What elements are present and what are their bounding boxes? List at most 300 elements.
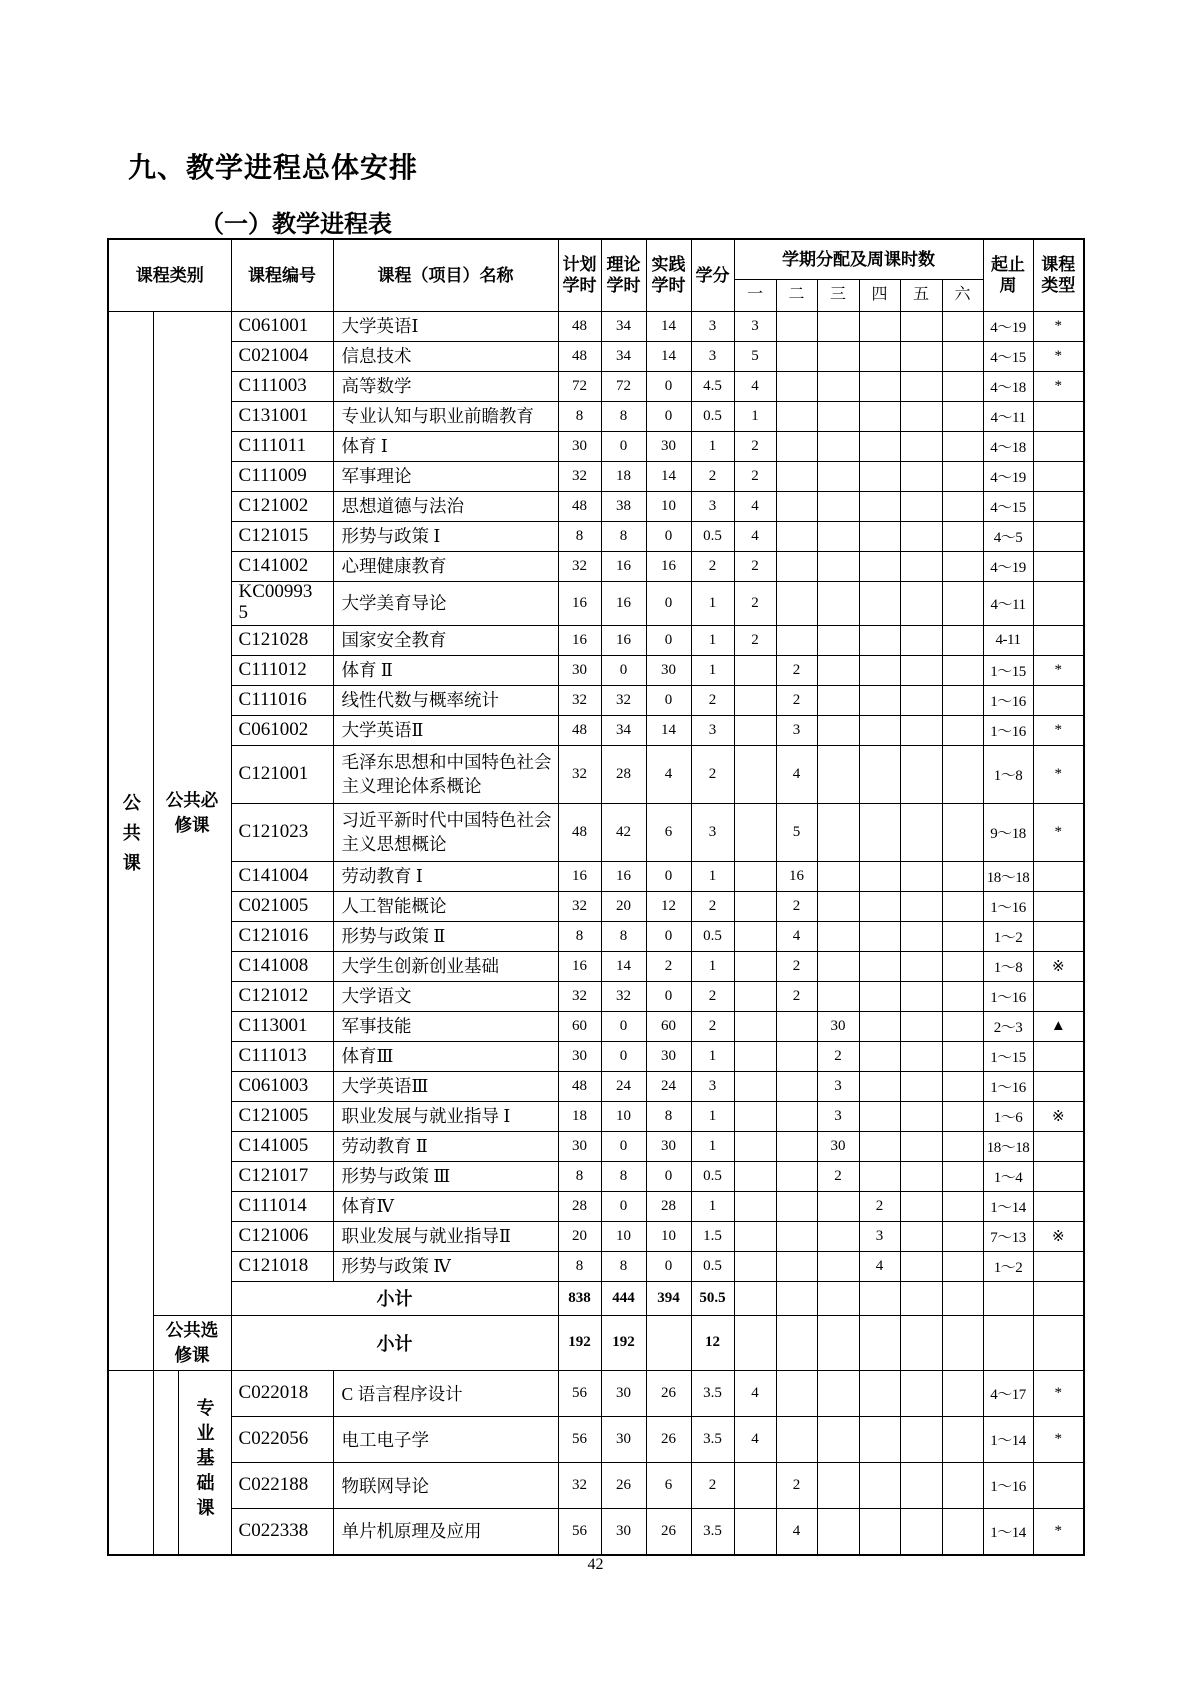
course-name: 形势与政策 Ⅲ — [333, 1161, 558, 1191]
course-name: 劳动教育 Ⅱ — [333, 1131, 558, 1161]
weeks-range: 4～11 — [983, 581, 1033, 625]
course-name: 毛泽东思想和中国特色社会主义理论体系概论 — [333, 745, 558, 803]
semester-3-hours — [817, 311, 859, 341]
course-name: 高等数学 — [333, 371, 558, 401]
semester-6-hours — [942, 1131, 983, 1161]
semester-3-hours — [817, 861, 859, 891]
semester-2-hours — [776, 431, 817, 461]
semester-6-hours — [942, 625, 983, 655]
theory-hours: 38 — [601, 491, 646, 521]
semester-4-hours — [859, 1071, 900, 1101]
course-type — [1033, 491, 1084, 521]
course-row — [108, 1041, 1084, 1071]
semester-3-hours — [817, 431, 859, 461]
semester-4-hours — [859, 401, 900, 431]
weeks-range: 1～4 — [983, 1161, 1033, 1191]
course-type: * — [1033, 1509, 1084, 1555]
semester-3-hours — [817, 371, 859, 401]
semester-3-hours — [817, 1463, 859, 1509]
credits: 1.5 — [691, 1221, 734, 1251]
practice-hours: 26 — [646, 1417, 691, 1463]
practice-hours: 4 — [646, 745, 691, 803]
semester-6-hours — [942, 581, 983, 625]
course-code: C121016 — [231, 921, 333, 951]
semester-3-hours — [817, 1371, 859, 1417]
course-name: 体育Ⅳ — [333, 1191, 558, 1221]
course-type: * — [1033, 1371, 1084, 1417]
course-code: C022338 — [231, 1509, 333, 1555]
semester-2-hours — [776, 1371, 817, 1417]
planned-hours: 16 — [558, 861, 601, 891]
credits: 3.5 — [691, 1417, 734, 1463]
semester-6-hours — [942, 1371, 983, 1417]
semester-4-hours — [859, 461, 900, 491]
course-code: C022056 — [231, 1417, 333, 1463]
semester-2-hours — [776, 1221, 817, 1251]
credits: 1 — [691, 1101, 734, 1131]
course-name: 军事理论 — [333, 461, 558, 491]
course-name: 国家安全教育 — [333, 625, 558, 655]
semester-4-hours — [859, 311, 900, 341]
course-name: 人工智能概论 — [333, 891, 558, 921]
course-row — [108, 1191, 1084, 1221]
planned-hours: 20 — [558, 1221, 601, 1251]
course-code: C061002 — [231, 715, 333, 745]
semester-6-hours — [942, 655, 983, 685]
semester-3-hours — [817, 951, 859, 981]
theory-hours: 18 — [601, 461, 646, 491]
semester-6-hours — [942, 341, 983, 371]
weeks-range: 2～3 — [983, 1011, 1033, 1041]
semester-4-hours — [859, 1417, 900, 1463]
section-title: 九、教学进程总体安排 — [128, 152, 419, 183]
course-type — [1033, 1191, 1084, 1221]
credits: 1 — [691, 861, 734, 891]
practice-hours: 30 — [646, 1041, 691, 1071]
semester-3-hours — [817, 655, 859, 685]
practice-hours: 10 — [646, 1221, 691, 1251]
semester-5-hours — [900, 685, 942, 715]
planned-hours: 8 — [558, 1251, 601, 1281]
semester-3-hours — [817, 521, 859, 551]
header-practice-hours: 实践学时 — [646, 239, 691, 311]
course-row — [108, 461, 1084, 491]
theory-hours: 24 — [601, 1071, 646, 1101]
course-row — [108, 551, 1084, 581]
credits: 3 — [691, 311, 734, 341]
course-row — [108, 1251, 1084, 1281]
course-type — [1033, 1463, 1084, 1509]
planned-hours: 16 — [558, 581, 601, 625]
theory-hours: 16 — [601, 581, 646, 625]
semester-1-hours: 2 — [734, 431, 776, 461]
header-semester-1: 一 — [734, 279, 776, 311]
semester-5-hours — [900, 981, 942, 1011]
course-code: C121015 — [231, 521, 333, 551]
header-semester-group: 学期分配及周课时数 — [734, 239, 983, 279]
semester-6-hours — [942, 951, 983, 981]
weeks-range: 1～15 — [983, 655, 1033, 685]
weeks-range: 1～8 — [983, 745, 1033, 803]
course-type — [1033, 685, 1084, 715]
course-code: C141004 — [231, 861, 333, 891]
practice-hours: 60 — [646, 1011, 691, 1041]
semester-4-hours: 3 — [859, 1221, 900, 1251]
course-row — [108, 401, 1084, 431]
semester-4-hours — [859, 1131, 900, 1161]
practice-hours: 0 — [646, 371, 691, 401]
theory-hours: 16 — [601, 551, 646, 581]
planned-hours: 8 — [558, 1161, 601, 1191]
practice-hours: 12 — [646, 891, 691, 921]
planned-hours: 48 — [558, 803, 601, 861]
major-basic-section — [108, 1371, 1084, 1555]
course-code: C141002 — [231, 551, 333, 581]
course-type: * — [1033, 311, 1084, 341]
semester-3-hours: 3 — [817, 1071, 859, 1101]
course-row — [108, 491, 1084, 521]
theory-hours: 20 — [601, 891, 646, 921]
course-row — [108, 311, 1084, 341]
semester-6-hours — [942, 1417, 983, 1463]
semester-2-hours: 2 — [776, 1463, 817, 1509]
planned-hours: 32 — [558, 551, 601, 581]
credits: 2 — [691, 461, 734, 491]
course-type — [1033, 461, 1084, 491]
course-row — [108, 1071, 1084, 1101]
semester-3-hours — [817, 341, 859, 371]
semester-6-hours — [942, 1509, 983, 1555]
semester-1-hours — [734, 1161, 776, 1191]
semester-3-hours — [817, 803, 859, 861]
semester-6-hours — [942, 551, 983, 581]
semester-5-hours — [900, 745, 942, 803]
planned-hours: 56 — [558, 1509, 601, 1555]
semester-4-hours — [859, 655, 900, 685]
semester-1-hours — [734, 685, 776, 715]
semester-2-hours — [776, 461, 817, 491]
semester-2-hours — [776, 311, 817, 341]
course-row — [108, 1221, 1084, 1251]
credits: 4.5 — [691, 371, 734, 401]
header-course-code: 课程编号 — [231, 239, 333, 311]
practice-hours: 0 — [646, 401, 691, 431]
semester-1-hours — [734, 745, 776, 803]
semester-3-hours — [817, 625, 859, 655]
semester-2-hours — [776, 1011, 817, 1041]
semester-5-hours — [900, 803, 942, 861]
semester-3-hours — [817, 685, 859, 715]
course-type: * — [1033, 341, 1084, 371]
credits: 3 — [691, 491, 734, 521]
semester-1-hours: 3 — [734, 311, 776, 341]
course-type: ※ — [1033, 1221, 1084, 1251]
credits: 3.5 — [691, 1509, 734, 1555]
semester-4-hours — [859, 803, 900, 861]
semester-4-hours — [859, 891, 900, 921]
semester-6-hours — [942, 521, 983, 551]
weeks-range: 1～16 — [983, 981, 1033, 1011]
planned-hours: 32 — [558, 1463, 601, 1509]
semester-1-hours — [734, 1221, 776, 1251]
semester-5-hours — [900, 1041, 942, 1071]
practice-hours: 26 — [646, 1509, 691, 1555]
semester-4-hours — [859, 521, 900, 551]
course-name: 信息技术 — [333, 341, 558, 371]
theory-hours: 30 — [601, 1509, 646, 1555]
semester-5-hours — [900, 861, 942, 891]
credits: 1 — [691, 625, 734, 655]
practice-hours: 14 — [646, 311, 691, 341]
course-code: C141005 — [231, 1131, 333, 1161]
credits: 0.5 — [691, 1161, 734, 1191]
planned-hours: 48 — [558, 1071, 601, 1101]
semester-1-hours: 2 — [734, 461, 776, 491]
header-theory-hours: 理论学时 — [601, 239, 646, 311]
course-code: C121002 — [231, 491, 333, 521]
practice-hours: 14 — [646, 341, 691, 371]
semester-2-hours: 2 — [776, 891, 817, 921]
course-type — [1033, 981, 1084, 1011]
semester-3-hours — [817, 1417, 859, 1463]
semester-2-hours — [776, 341, 817, 371]
semester-1-hours: 1 — [734, 401, 776, 431]
planned-hours: 72 — [558, 371, 601, 401]
course-name: 单片机原理及应用 — [333, 1509, 558, 1555]
semester-1-hours — [734, 861, 776, 891]
semester-6-hours — [942, 461, 983, 491]
semester-6-hours — [942, 1463, 983, 1509]
weeks-range: 1～2 — [983, 921, 1033, 951]
semester-1-hours: 2 — [734, 581, 776, 625]
planned-hours: 16 — [558, 625, 601, 655]
course-type — [1033, 625, 1084, 655]
credits: 3 — [691, 715, 734, 745]
practice-hours: 30 — [646, 1131, 691, 1161]
course-name: 体育 Ⅰ — [333, 431, 558, 461]
theory-hours: 0 — [601, 1191, 646, 1221]
weeks-range: 1～14 — [983, 1417, 1033, 1463]
semester-4-hours — [859, 715, 900, 745]
semester-2-hours: 4 — [776, 921, 817, 951]
semester-6-hours — [942, 921, 983, 951]
course-code: C121006 — [231, 1221, 333, 1251]
semester-2-hours — [776, 491, 817, 521]
category-public: 公共课 — [108, 311, 153, 1371]
course-code: C111014 — [231, 1191, 333, 1221]
planned-hours: 30 — [558, 655, 601, 685]
header-credits: 学分 — [691, 239, 734, 311]
course-type: * — [1033, 745, 1084, 803]
course-code: C141008 — [231, 951, 333, 981]
semester-3-hours — [817, 1509, 859, 1555]
semester-1-hours: 4 — [734, 1417, 776, 1463]
practice-hours: 26 — [646, 1371, 691, 1417]
credits: 3 — [691, 803, 734, 861]
practice-hours: 14 — [646, 461, 691, 491]
course-name: 大学英语Ⅲ — [333, 1071, 558, 1101]
semester-4-hours — [859, 625, 900, 655]
course-name: 电工电子学 — [333, 1417, 558, 1463]
semester-5-hours — [900, 1011, 942, 1041]
semester-3-hours — [817, 1221, 859, 1251]
semester-5-hours — [900, 371, 942, 401]
semester-3-hours: 3 — [817, 1101, 859, 1131]
course-code: KC009935 — [231, 581, 333, 625]
theory-hours: 0 — [601, 1011, 646, 1041]
planned-hours: 8 — [558, 401, 601, 431]
practice-hours: 14 — [646, 715, 691, 745]
weeks-range: 1～8 — [983, 951, 1033, 981]
category-public-elective: 公共选修课 — [153, 1315, 231, 1371]
semester-2-hours: 2 — [776, 655, 817, 685]
course-name: 心理健康教育 — [333, 551, 558, 581]
weeks-range: 1～6 — [983, 1101, 1033, 1131]
semester-5-hours — [900, 1191, 942, 1221]
semester-1-hours: 5 — [734, 341, 776, 371]
course-type — [1033, 921, 1084, 951]
semester-2-hours — [776, 625, 817, 655]
semester-1-hours: 4 — [734, 371, 776, 401]
theory-hours: 42 — [601, 803, 646, 861]
semester-4-hours — [859, 551, 900, 581]
semester-5-hours — [900, 401, 942, 431]
credits: 2 — [691, 891, 734, 921]
course-type — [1033, 1071, 1084, 1101]
semester-5-hours — [900, 1221, 942, 1251]
weeks-range: 1～14 — [983, 1509, 1033, 1555]
course-name: 职业发展与就业指导Ⅱ — [333, 1221, 558, 1251]
semester-5-hours — [900, 625, 942, 655]
semester-4-hours — [859, 1509, 900, 1555]
semester-1-hours: 2 — [734, 551, 776, 581]
semester-2-hours — [776, 1251, 817, 1281]
semester-4-hours — [859, 341, 900, 371]
semester-1-hours — [734, 1101, 776, 1131]
planned-hours: 16 — [558, 951, 601, 981]
practice-hours: 2 — [646, 951, 691, 981]
theory-hours: 0 — [601, 1041, 646, 1071]
semester-6-hours — [942, 1161, 983, 1191]
semester-4-hours — [859, 745, 900, 803]
weeks-range: 18～18 — [983, 1131, 1033, 1161]
semester-2-hours: 4 — [776, 745, 817, 803]
planned-hours: 32 — [558, 745, 601, 803]
semester-3-hours — [817, 551, 859, 581]
theory-hours: 10 — [601, 1101, 646, 1131]
weeks-range: 1～16 — [983, 1071, 1033, 1101]
semester-6-hours — [942, 891, 983, 921]
semester-1-hours — [734, 981, 776, 1011]
course-type — [1033, 1161, 1084, 1191]
theory-hours: 34 — [601, 715, 646, 745]
semester-3-hours — [817, 745, 859, 803]
table-header — [108, 239, 1084, 311]
semester-1-hours: 4 — [734, 491, 776, 521]
semester-4-hours — [859, 1101, 900, 1131]
semester-5-hours — [900, 581, 942, 625]
weeks-range: 4～11 — [983, 401, 1033, 431]
semester-2-hours: 2 — [776, 981, 817, 1011]
subtotal-practice: 394 — [646, 1281, 691, 1315]
semester-6-hours — [942, 401, 983, 431]
practice-hours: 0 — [646, 861, 691, 891]
course-type: * — [1033, 1417, 1084, 1463]
theory-hours: 8 — [601, 521, 646, 551]
course-name: 线性代数与概率统计 — [333, 685, 558, 715]
semester-2-hours — [776, 581, 817, 625]
weeks-range: 4～18 — [983, 431, 1033, 461]
semester-1-hours — [734, 1041, 776, 1071]
theory-hours: 0 — [601, 655, 646, 685]
course-row — [108, 1161, 1084, 1191]
theory-hours: 8 — [601, 1251, 646, 1281]
subtotal-theory: 192 — [601, 1315, 646, 1371]
semester-4-hours — [859, 861, 900, 891]
semester-3-hours: 2 — [817, 1041, 859, 1071]
theory-hours: 34 — [601, 341, 646, 371]
credits: 2 — [691, 551, 734, 581]
credits: 2 — [691, 685, 734, 715]
course-code: C121012 — [231, 981, 333, 1011]
semester-5-hours — [900, 431, 942, 461]
semester-3-hours — [817, 491, 859, 521]
weeks-range: 4-11 — [983, 625, 1033, 655]
course-row — [108, 981, 1084, 1011]
header-weeks: 起止周 — [983, 239, 1033, 311]
semester-5-hours — [900, 461, 942, 491]
credits: 1 — [691, 1041, 734, 1071]
semester-6-hours — [942, 1221, 983, 1251]
course-code: C121023 — [231, 803, 333, 861]
course-name: 专业认知与职业前瞻教育 — [333, 401, 558, 431]
semester-3-hours: 30 — [817, 1131, 859, 1161]
public-required-subtotal-row — [108, 1281, 1084, 1315]
subtotal-planned: 838 — [558, 1281, 601, 1315]
planned-hours: 32 — [558, 685, 601, 715]
course-row — [108, 1101, 1084, 1131]
weeks-range: 4～19 — [983, 461, 1033, 491]
semester-1-hours — [734, 951, 776, 981]
semester-2-hours — [776, 401, 817, 431]
planned-hours: 30 — [558, 1131, 601, 1161]
semester-5-hours — [900, 1371, 942, 1417]
planned-hours: 8 — [558, 521, 601, 551]
course-row — [108, 581, 1084, 625]
theory-hours: 8 — [601, 401, 646, 431]
semester-2-hours: 3 — [776, 715, 817, 745]
course-row — [108, 431, 1084, 461]
course-type — [1033, 891, 1084, 921]
theory-hours: 16 — [601, 625, 646, 655]
course-code: C111012 — [231, 655, 333, 685]
semester-6-hours — [942, 715, 983, 745]
semester-1-hours — [734, 891, 776, 921]
semester-4-hours — [859, 1011, 900, 1041]
course-code: C111013 — [231, 1041, 333, 1071]
theory-hours: 26 — [601, 1463, 646, 1509]
semester-6-hours — [942, 981, 983, 1011]
weeks-range: 1～14 — [983, 1191, 1033, 1221]
weeks-range: 4～18 — [983, 371, 1033, 401]
planned-hours: 32 — [558, 461, 601, 491]
planned-hours: 30 — [558, 431, 601, 461]
practice-hours: 16 — [646, 551, 691, 581]
semester-5-hours — [900, 921, 942, 951]
credits: 2 — [691, 1463, 734, 1509]
semester-5-hours — [900, 521, 942, 551]
course-name: 形势与政策 Ⅰ — [333, 521, 558, 551]
